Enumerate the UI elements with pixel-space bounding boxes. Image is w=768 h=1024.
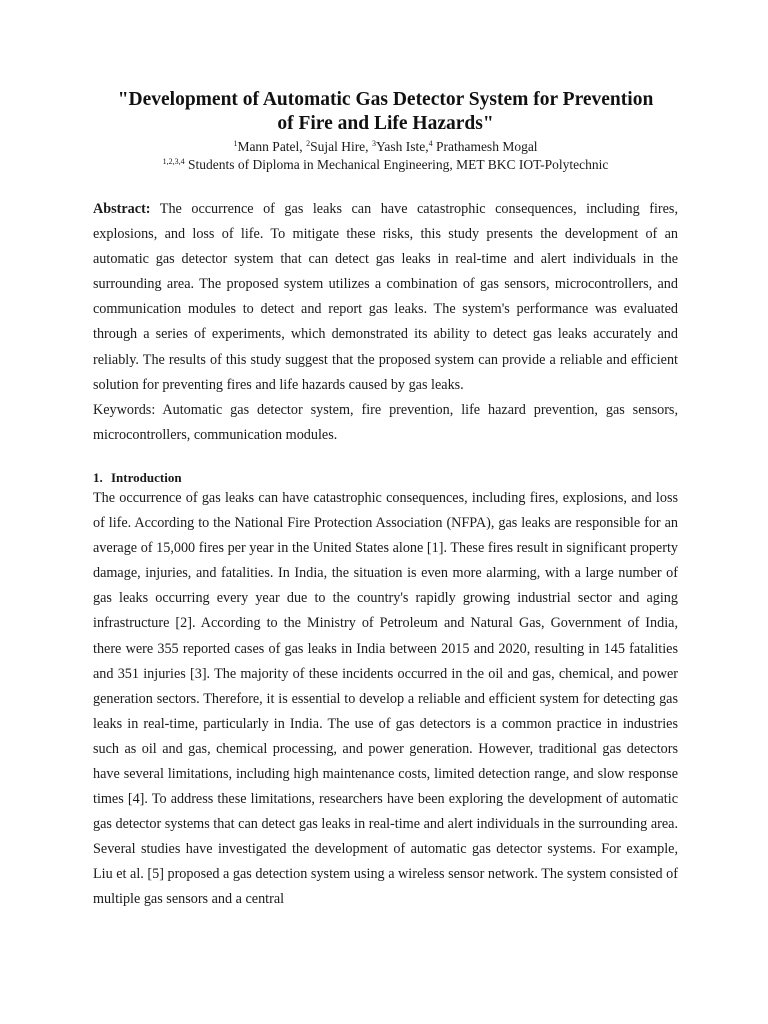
paper-title-line-1: "Development of Automatic Gas Detector System for Prevention xyxy=(117,89,654,110)
keywords: Keywords: Automatic gas detector system, fire prevention, life hazard prevention, gas sensors, microcontrollers, communication modules. xyxy=(93,401,678,443)
author-4-name: Prathamesh Mogal xyxy=(432,139,538,154)
author-4-sup: 4 xyxy=(428,139,433,148)
section-title: Introduction xyxy=(111,469,182,485)
author-3-name: Yash Iste, xyxy=(375,139,429,154)
abstract-label: Abstract: xyxy=(93,201,151,217)
paper-title-line-2: of Fire and Life Hazards" xyxy=(277,113,494,134)
author-1-name: Mann Patel, xyxy=(237,139,307,154)
paper-page xyxy=(93,88,678,913)
section-number: 1. xyxy=(93,469,103,485)
author-2-sup: 2 xyxy=(306,139,311,148)
author-2-name: Sujal Hire, xyxy=(310,139,372,154)
abstract xyxy=(93,197,678,398)
affiliation-sup: 1,2,3,4 xyxy=(162,157,185,166)
section-heading-introduction xyxy=(93,470,678,486)
author-1-sup: 1 xyxy=(233,139,238,148)
introduction-paragraph: The occurrence of gas leaks can have catastrophic consequences, including fires, explosions, and loss of life. According to the National Fire Protection Association (NFPA), gas leaks are responsible for an average of 15,000 fires per year in the United States alone [1]. These fires result in significant property damage, injuries, and fatalities. In India, the situation is even more alarming, with a large number of gas leaks occurring every year due to the country's rapidly growing industrial sector and aging infrastructure [2]. According to the Ministry of Petroleum and Natural Gas, Government of India, there were 355 reported cases of gas leaks in India between 2015 and 2020, resulting in 145 fatalities and 351 injuries [3]. The majority of these incidents occurred in the oil and gas, chemical, and power generation sectors. Therefore, it is essential to develop a reliable and efficient system for detecting gas leaks in real-time, particularly in India. The use of gas detectors is a common practice in industries such as oil and gas, chemical processing, and power generation. However, traditional gas detectors have several limitations, including high maintenance costs, limited detection range, and slow response times [4]. To address these limitations, researchers have been exploring the development of automatic gas detector systems that can detect gas leaks in real-time and alert individuals in the surrounding area. Several studies have investigated the development of automatic gas detector systems. For example, Liu et al. [5] proposed a gas detection system using a wireless sensor network. The system consisted of multiple gas sensors and a central xyxy=(93,489,678,908)
paper-title xyxy=(93,88,678,136)
affiliation-text: Students of Diploma in Mechanical Engineering, MET BKC IOT-Polytechnic xyxy=(184,157,609,172)
author-list xyxy=(93,138,678,156)
affiliation xyxy=(93,156,678,174)
abstract-text: The occurrence of gas leaks can have catastrophic consequences, including fires, explosions, and loss of life. To mitigate these risks, this study presents the development of an automatic gas detector system that can detect gas leaks in real-time and alert individuals in the surrounding area. The proposed system utilizes a combination of gas sensors, microcontrollers, and communication modules to detect and report gas leaks. The system's performance was evaluated through a series of experiments, which demonstrated its ability to detect gas leaks accurately and reliably. The results of this study suggest that the proposed system can provide a reliable and efficient solution for preventing fires and life hazards caused by gas leaks. xyxy=(93,201,678,393)
author-3-sup: 3 xyxy=(371,139,376,148)
